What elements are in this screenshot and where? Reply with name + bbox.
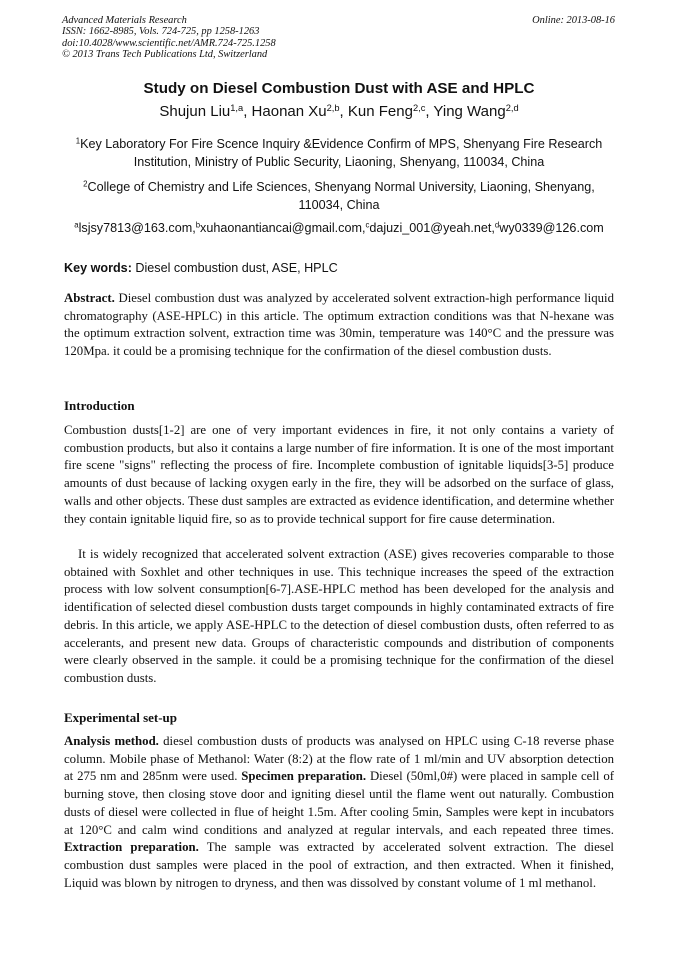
section-heading-introduction: Introduction <box>64 398 135 413</box>
email: $^b$xuhaonantiancai@gmail.com, <box>195 220 366 235</box>
author-list <box>0 103 678 120</box>
keywords-text: Diesel combustion dust, ASE, HPLC <box>131 261 338 275</box>
paper-title: Study on Diesel Combustion Dust with ASE and HPLC <box>143 80 535 97</box>
introduction-paragraph-2: It is widely recognized that accelerated solvent extraction (ASE) gives recoveries comparable to those obtained with Soxhlet and other techniques in use. This technique increases the speed of the extraction process with low solvent consumption[6-7].ASE-HPLC method has been developed for the analysis and identification of selected diesel combustion dusts target compounds in highly contaminated extracts of fire debris. In this article, we apply ASE-HPLC to the detection of diesel combustion dusts, often referred to as accelerants, and present new data. Groups of characteristic compounds and distribution of components were clearly observed in the sample. it could be a promising technique for the confirmation of the diesel combustion dusts. <box>64 547 614 685</box>
author: Shujun Liu$^{1,a}$, <box>159 102 252 120</box>
section-heading-experimental: Experimental set-up <box>64 710 178 725</box>
email: $^a$lsjsy7813@163.com, <box>74 220 196 235</box>
doi-line: doi:10.4028/www.scientific.net/AMR.724-725.1258 <box>62 37 276 49</box>
email-list <box>0 221 678 235</box>
online-date: Online: 2013-08-16 <box>532 15 615 26</box>
experimental-paragraph: Analysis method. diesel combustion dusts of products was analysed on HPLC using C-18 reverse phase column. Mobile phase of Methanol: Water (8:2) at the flow rate of 1 ml/min and UV absorption detection at 275 nm and 285nm were used. Specimen preparation. Diesel (50ml,0#) were placed in sample cell of burning stove, then closing stove door and igniting diesel until the flame went out naturally. Combustion dusts of diesel were collected in flue of height 1.5m. After cooling 5min, Samples were kept in incubators at 120°C and calm wind conditions and analyzed at regular intervals, and each repeated three times. Extraction preparation. The sample was extracted by accelerated solvent extraction. The diesel combustion dust samples were placed in the pool of extraction, and then extracted. When it finished, Liquid was blown by nitrogen to dryness, and then was dissolved by constant volume of 1 ml methanol. <box>64 734 615 890</box>
journal-name: Advanced Materials Research <box>62 15 187 26</box>
email: $^c$dajuzi_001@yeah.net, <box>365 220 495 235</box>
affiliation-1: $^1$Key Laboratory For Fire Scence Inquiry &Evidence Confirm of MPS, Shenyang Fire Research Institution, Ministry of Public Security, Liaoning, Shenyang, 110034, China <box>75 136 603 169</box>
keywords-label: Key words: <box>64 261 132 275</box>
keywords <box>64 261 338 275</box>
affiliation-2: $^2$College of Chemistry and Life Sciences, Shenyang Normal University, Liaoning, Shenyang, 110034, China <box>83 179 595 212</box>
author: Ying Wang$^{2,d}$ <box>433 102 519 120</box>
journal-header <box>62 15 276 61</box>
introduction-paragraph-1: Combustion dusts[1-2] are one of very important evidences in fire, it not only contains a variety of combustion products, but also it contains a large number of fire information. It is one of the most important fire scene "signs" reflecting the process of fire. Incomplete combustion of ignitable liquids[3-5] produce amounts of dust because of lacking oxygen early in the fire, they will be adsorbed on the surface of glass, walls and other objects. These dust samples are extracted as evidence identification, and determine whether they contain ignitable liquid fire, so as to provide technical support for fire cause determination. <box>64 423 614 526</box>
abstract-label: Abstract. <box>64 291 115 305</box>
author: Kun Feng$^{2,c}$, <box>347 102 434 120</box>
email: $^d$wy0339@126.com <box>494 220 604 235</box>
specimen-preparation-label: Specimen preparation. <box>241 769 367 784</box>
issn-line: ISSN: 1662-8985, Vols. 724-725, pp 1258-1263 <box>62 26 260 38</box>
extraction-preparation-label: Extraction preparation. <box>64 840 199 855</box>
author: Haonan Xu$^{2,b}$, <box>251 102 348 120</box>
abstract <box>64 290 614 361</box>
abstract-text: Diesel combustion dust was analyzed by accelerated solvent extraction-high performance liquid chromatography (ASE-HPLC) in this article. The optimum extraction conditions was that N-hexane was the optimum extraction solvent, extraction time was 30min, temperature was 140°C and the pressure was 120Mpa. it could be a promising technique for the confirmation of the diesel combustion dusts. <box>64 291 614 359</box>
copyright-line: © 2013 Trans Tech Publications Ltd, Switzerland <box>62 49 268 61</box>
analysis-method-label: Analysis method. <box>64 734 159 748</box>
